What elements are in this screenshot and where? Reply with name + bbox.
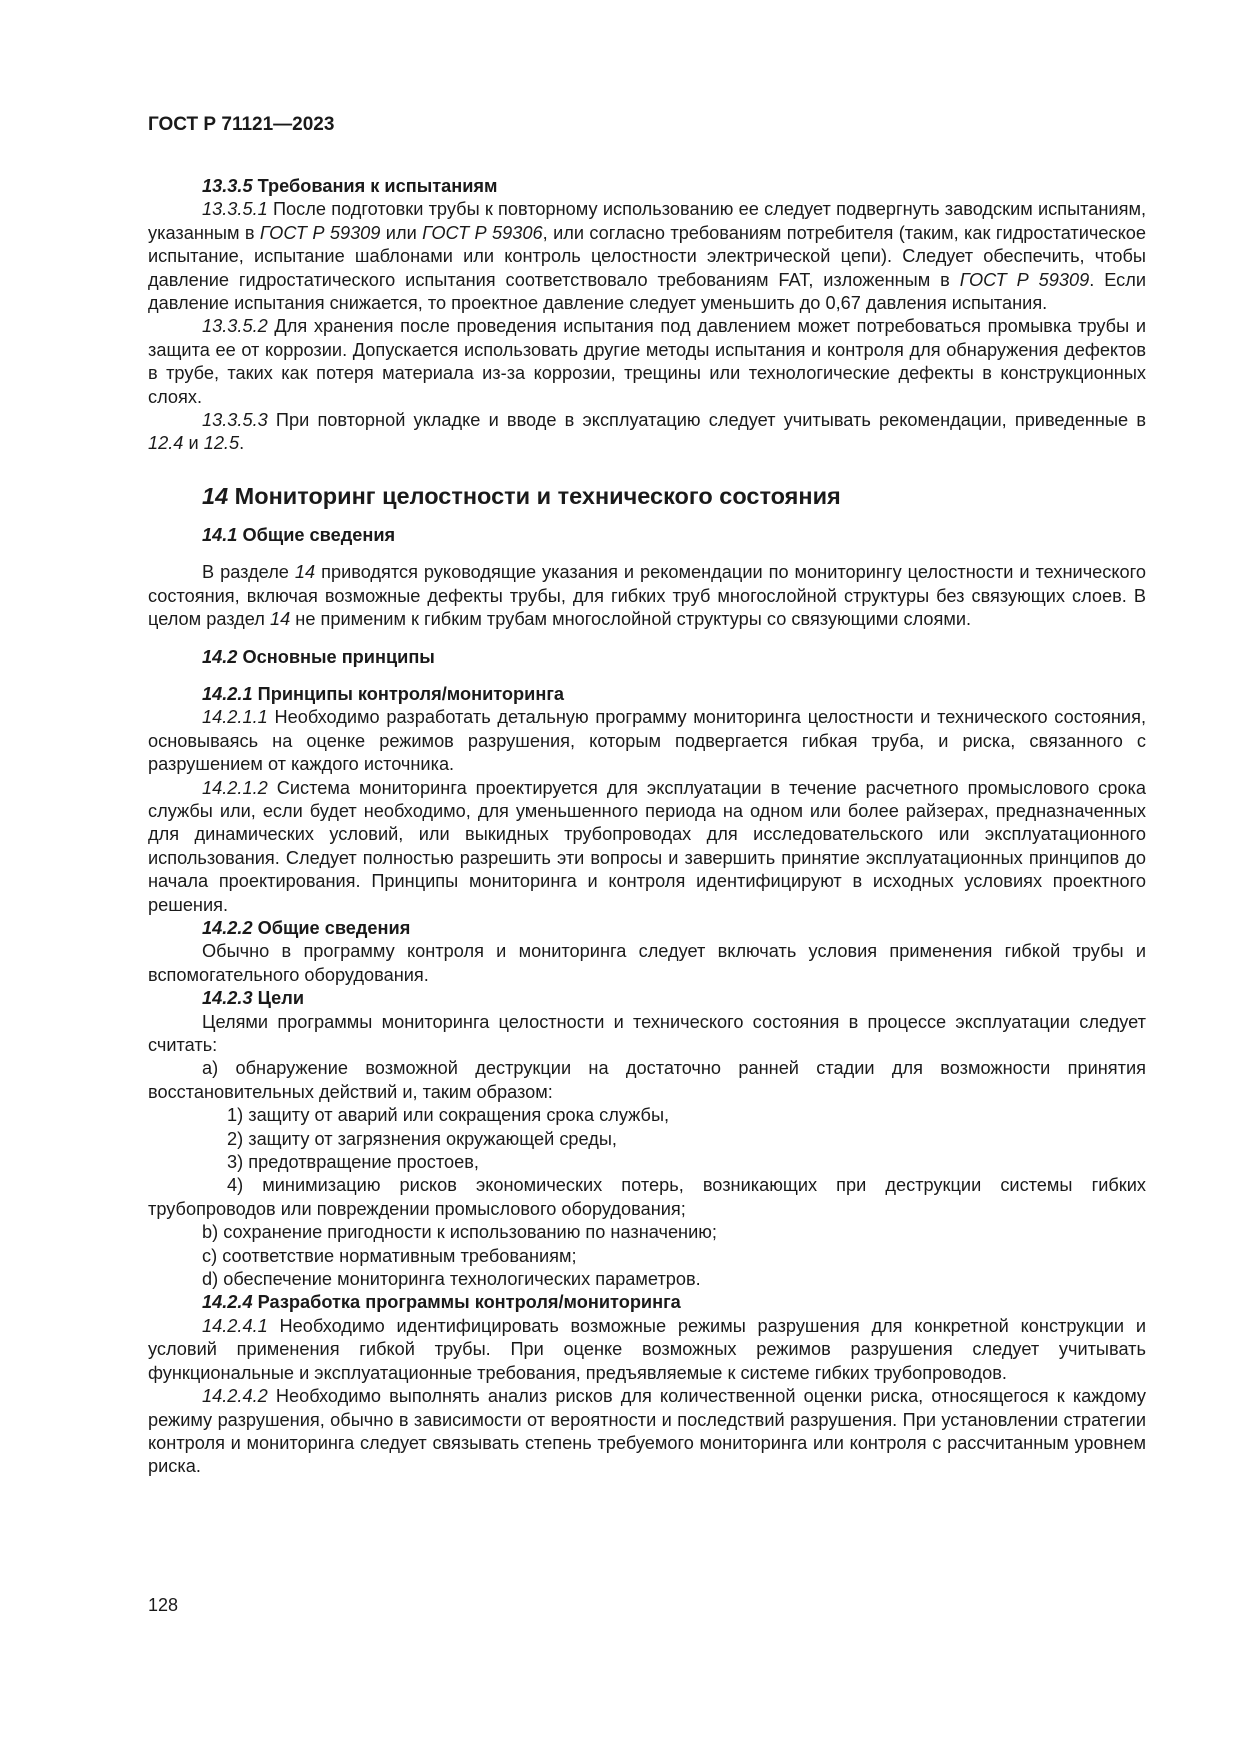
list-item-a4: 4) минимизацию рисков экономических потерь, возникающих при деструкции системы гибких трубопроводов или повреждении промыслового оборудования; [148,1175,1146,1219]
heading-title: Основные принципы [242,646,435,667]
heading-14-1 [148,524,1146,547]
heading-title: Цели [257,988,304,1009]
paragraph-text: или [385,222,417,243]
heading-title: Общие сведения [257,917,411,938]
reference-link: ГОСТ Р 59309 [259,222,381,243]
clause-number: 14.2.1.2 [202,777,268,798]
clause-number: 14.2.4.1 [202,1315,268,1336]
heading-14-2-2 [148,917,1146,940]
heading-13-3-5 [148,175,1146,198]
list-item-d: d) обеспечение мониторинга технологических параметров. [202,1269,701,1290]
paragraph-13-3-5-1 [148,198,1146,315]
paragraph-14-2-4-1 [148,1315,1146,1385]
list-item-b: b) сохранение пригодности к использованию по назначению; [202,1222,717,1243]
paragraph-text: и [188,433,199,454]
paragraph-text: В разделе [202,562,289,583]
paragraph-14-2-3: Целями программы мониторинга целостности и технического состояния в процессе эксплуатации следует считать: [148,1011,1146,1055]
clause-number: 14.2.1.1 [202,707,268,728]
paragraph-text: Необходимо разработать детальную программу мониторинга целостности и технического состояния, основываясь на оценке режимов разрушения, которым подвергается гибкая труба, и риска, связанного с разрушением от каждого источника. [148,707,1146,775]
clause-number: 13.3.5.2 [202,316,268,337]
heading-title: Разработка программы контроля/мониторинга [257,1292,681,1313]
heading-title: Общие сведения [242,524,396,545]
document-header: ГОСТ Р 71121—2023 [148,114,335,135]
paragraph-text: Система мониторинга проектируется для эксплуатации в течение расчетного промыслового срока службы или, если будет необходимо, для уменьшенного периода на одном или более райзерах, предназначенных для динамических условий, или выкидных трубопроводах для исследовательского или эксплуатационного использования. Следует полностью разрешить эти вопросы и завершить принятие эксплуатационных принципов до начала проектирования. Принципы мониторинга и контроля идентифицируют в исходных условиях проектного решения. [148,777,1146,915]
heading-14-2-1 [148,683,1146,706]
heading-14-2-4 [148,1291,1146,1314]
reference-link: ГОСТ Р 59309 [959,269,1090,290]
reference-link: 14 [294,562,316,583]
list-item-a2: 2) защиту от загрязнения окружающей среды, [227,1128,617,1149]
paragraph-text: Необходимо идентифицировать возможные режимы разрушения для конкретной конструкции и условий применения гибкой трубы. При оценке возможных режимов разрушения следует учитывать функциональные и эксплуатационные требования, предъявляемые к системе гибких трубопроводов. [148,1315,1146,1383]
list-item-a: a) обнаружение возможной деструкции на достаточно ранней стадии для возможности принятия восстановительных действий и, таким образом: [148,1058,1146,1102]
list-item-c: c) соответствие нормативным требованиям; [202,1245,577,1266]
heading-number: 14.2.4 [202,1292,253,1313]
paragraph-text: . [239,433,245,454]
paragraph-text: не применим к гибким трубам многослойной структуры со связующими слоями. [295,609,972,630]
paragraph-text: Для хранения после проведения испытания под давлением может потребоваться промывка трубы и защита ее от коррозии. Допускается использовать другие методы испытания и контроля для обнаружения дефектов в трубе, таких как потеря материала из-за коррозии, трещины или технологические дефекты в конструкционных слоях. [148,316,1146,407]
heading-number: 14.1 [202,524,238,545]
paragraph-13-3-5-2 [148,315,1146,409]
paragraph-14-2-1-1 [148,706,1146,776]
paragraph-text: . Если давление испытания снижается, то проектное давление следует уменьшить до 0,67 давления испытания. [148,269,1146,314]
paragraph-14-2-1-2 [148,777,1146,917]
clause-number: 13.3.5.1 [202,199,268,220]
paragraph-text: При повторной укладке и вводе в эксплуатацию следует учитывать рекомендации, приведенные в [275,410,1146,431]
heading-14 [148,482,1146,510]
paragraph-14-1 [148,561,1146,631]
list-item-a3: 3) предотвращение простоев, [227,1152,479,1173]
heading-14-2 [148,646,1146,669]
heading-number: 13.3.5 [202,176,253,196]
paragraph-text: После подготовки трубы к повторному использованию ее следует подвергнуть заводским испытаниям, указанным в [148,199,1146,243]
heading-title: Принципы контроля/мониторинга [257,683,565,704]
reference-link: 12.5 [203,433,240,454]
heading-number: 14.2.1 [202,683,253,704]
paragraph-text: приводятся руководящие указания и рекомендации по мониторингу целостности и технического состояния, включая возможные дефекты трубы, для гибких труб многослойной структуры без связующих слоев. В целом раздел [148,562,1147,630]
paragraph-text: , или согласно требованиям потребителя (таким, как гидростатическое испытание, испытание шаблонами или контроль целостности электрической цепи). Следует обеспечить, чтобы давление гидростатического испытания соответствовало требованиям FAT, изложенным в [148,222,1146,290]
heading-number: 14.2 [202,646,238,667]
heading-number: 14.2.2 [202,917,253,938]
heading-number: 14 [202,482,229,509]
reference-link: 14 [269,609,291,630]
clause-number: 13.3.5.3 [202,410,268,431]
list-item-a1: 1) защиту от аварий или сокращения срока службы, [227,1105,670,1126]
reference-link: 12.4 [148,433,184,454]
paragraph-14-2-4-2 [148,1385,1146,1479]
page-number: 128 [148,1595,179,1615]
paragraph-text: Необходимо выполнять анализ рисков для количественной оценки риска, относящегося к каждому режиму разрушения, обычно в зависимости от вероятности и последствий разрушения. При установлении стратегии контроля и мониторинга следует связывать степень требуемого мониторинга или контроля с рассчитанным уровнем риска. [148,1386,1146,1477]
paragraph-14-2-2: Обычно в программу контроля и мониторинга следует включать условия применения гибкой трубы и вспомогательного оборудования. [148,941,1146,985]
reference-link: ГОСТ Р 59306 [422,222,543,243]
heading-title: Мониторинг целостности и технического состояния [234,482,841,509]
clause-number: 14.2.4.2 [202,1386,268,1407]
heading-14-2-3 [148,987,1146,1010]
page-content [148,175,1146,1479]
heading-number: 14.2.3 [202,988,253,1009]
heading-title: Требования к испытаниям [257,176,498,196]
paragraph-13-3-5-3 [148,409,1146,456]
